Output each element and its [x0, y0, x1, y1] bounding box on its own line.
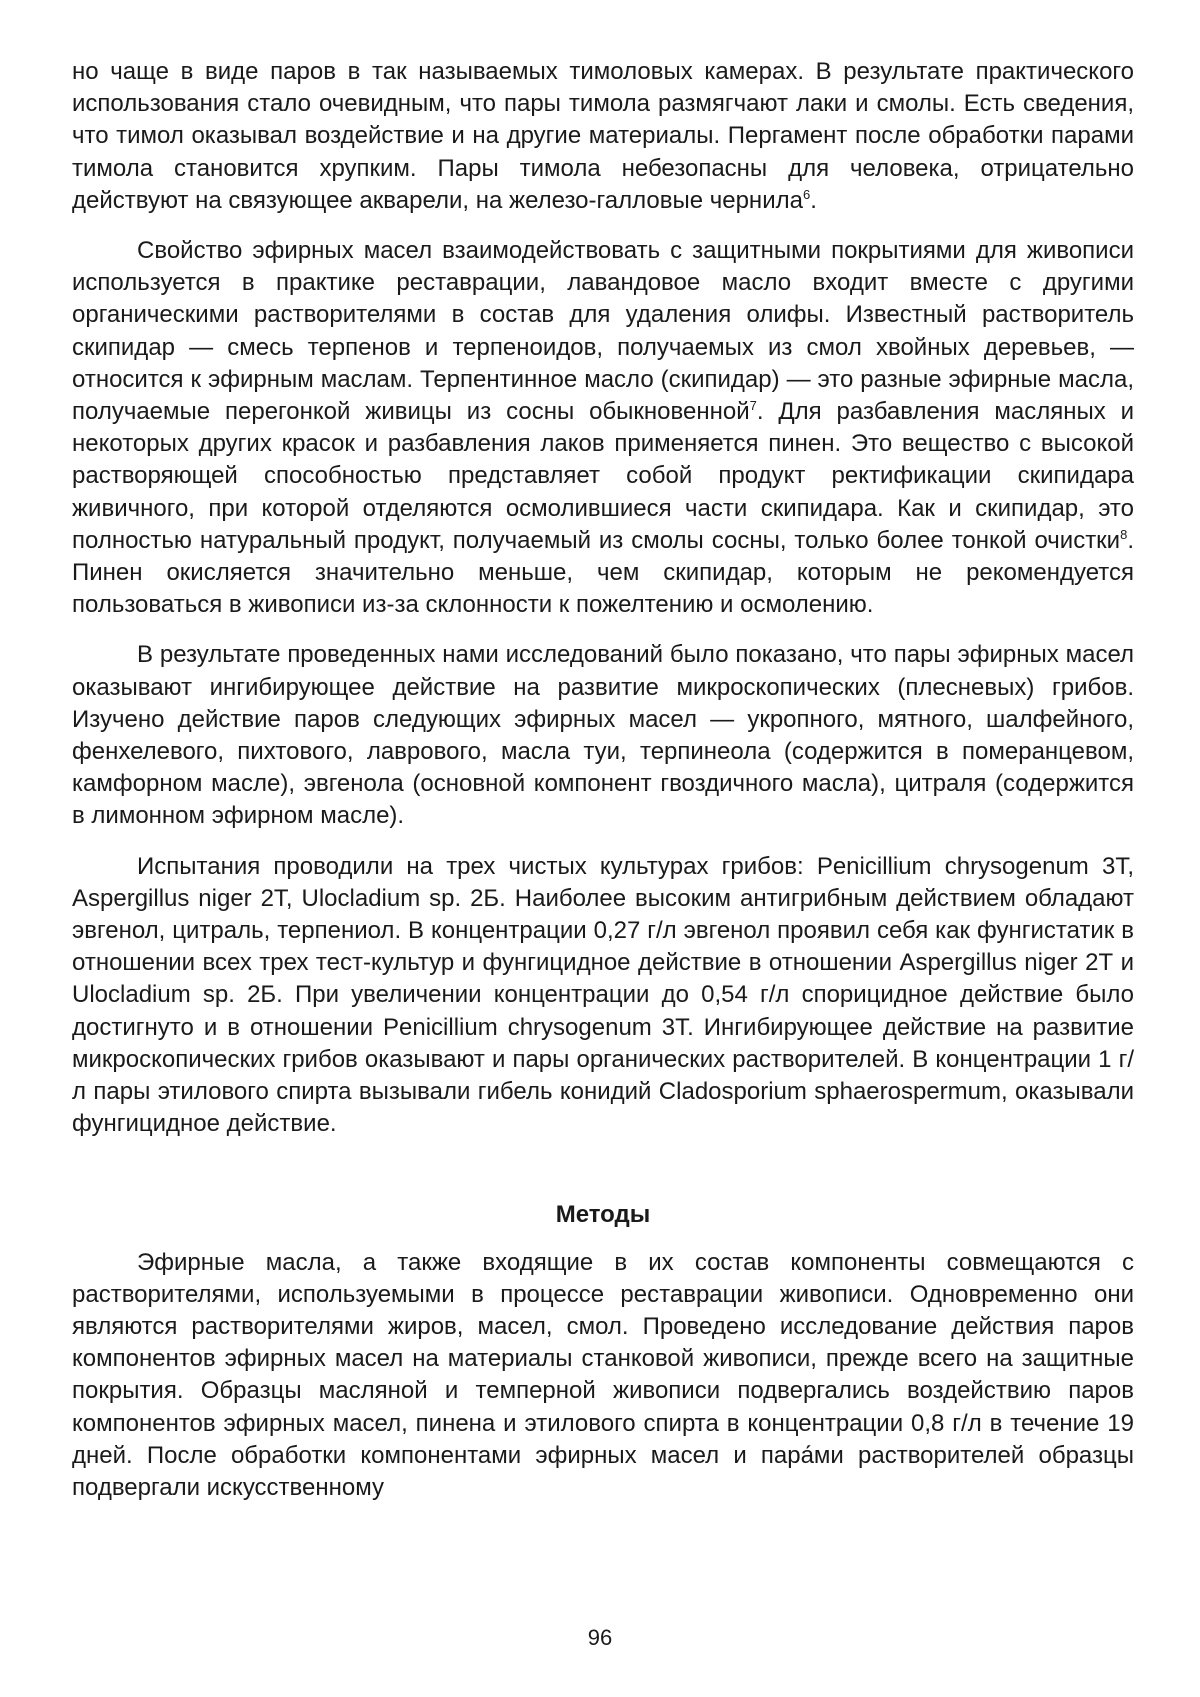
- body-text: [72, 56, 1134, 1504]
- section-heading-methods: Методы: [555, 1200, 651, 1228]
- footnote-ref-6[interactable]: 6: [802, 186, 811, 202]
- footnote-ref-8[interactable]: 8: [1120, 526, 1128, 542]
- page-number: 96: [587, 1625, 613, 1650]
- paragraph-thymol: но чаще в виде паров в так называемых тимоловых камерах. В результате практического использования стало очевидным, что пары тимола размягчают лаки и смолы. Есть сведения, что тимол оказывал воздействие и на другие материалы. Пергамент после обработки парами тимола становится хрупким. Пары тимола небезопасны для человека, отрицательно действуют на связующее акварели, на железо-галловые чернила$^6$.: [72, 58, 1134, 214]
- footnote-ref-7[interactable]: 7: [749, 398, 757, 414]
- paragraph-research-results: В результате проведенных нами исследований было показано, что пары эфирных масел оказывают ингибирующее действие на развитие микроскопических (плесневых) грибов. Изучено действие паров следующих эфирных масел — укропного, мятного, шалфейного, фенхелевого, пихтового, лаврового, масла туи, терпинеола (содержится в померанцевом, камфорном масле), эвгенола (основной компонент гвоздичного масла), цитраля (содержится в лимонном эфирном масле).: [72, 641, 1134, 830]
- paragraph-essential-oils: Свойство эфирных масел взаимодействовать с защитными покрытиями для живописи используется в практике реставрации, лавандовое масло входит вместе с другими органическими растворителями в состав для удаления олифы. Известный растворитель скипидар — смесь терпенов и терпеноидов, получаемых из смол хвойных деревьев, — относится к эфирным маслам. Терпентинное масло (скипидар) — это разные эфирные масла, получаемые перегонкой живицы из сосны обыкновенной$^7$. Для разбавления масляных и некоторых других красок и разбавления лаков применяется пинен. Это вещество с высокой растворяющей способностью представляет собой продукт ректификации скипидара живичного, при которой отделяются осмолившиеся части скипидара. Как и скипидар, это полностью натуральный продукт, получаемый из смолы сосны, только более тонкой очистки$^8$. Пинен окисляется значительно меньше, чем скипидар, которым не рекомендуется пользоваться в живописи из-за склонности к пожелтению и осмолению.: [72, 237, 1134, 619]
- paragraph-methods: Эфирные масла, а также входящие в их состав компоненты совмещаются с растворителями, используемыми в процессе реставрации живописи. Одновременно они являются растворителями жиров, масел, смол. Проведено исследование действия паров компонентов эфирных масел на материалы станковой живописи, прежде всего на защитные покрытия. Образцы масляной и темперной живописи подвергались воздействию паров компонентов эфирных масел, пинена и этилового спирта в концентрации 0,8 г/л в течение 19 дней. После обработки компонентами эфирных масел и пара́ми растворителей образцы подвергали искусственному: [72, 1248, 1134, 1501]
- paragraph-tests: Испытания проводили на трех чистых культурах грибов: Penicillium chrysogenum 3Т, Aspergillus niger 2Т, Ulocladium sp. 2Б. Наиболее высоким антигрибным действием обладают эвгенол, цитраль, терпениол. В концентрации 0,27 г/л эвгенол проявил себя как фунгистатик в отношении всех трех тест-культур и фунгицидное действие в отношении Aspergillus niger 2Т и Ulocladium sp. 2Б. При увеличении концентрации до 0,54 г/л спорицидное действие было достигнуто и в отношении Penicillium chrysogenum 3Т. Ингибирующее действие на развитие микроскопических грибов оказывают и пары органических растворителей. В концентрации 1 г/л пары этилового спирта вызывали гибель конидий Cladosporium sphaerospermum, оказывали фунгицидное действие.: [72, 852, 1134, 1138]
